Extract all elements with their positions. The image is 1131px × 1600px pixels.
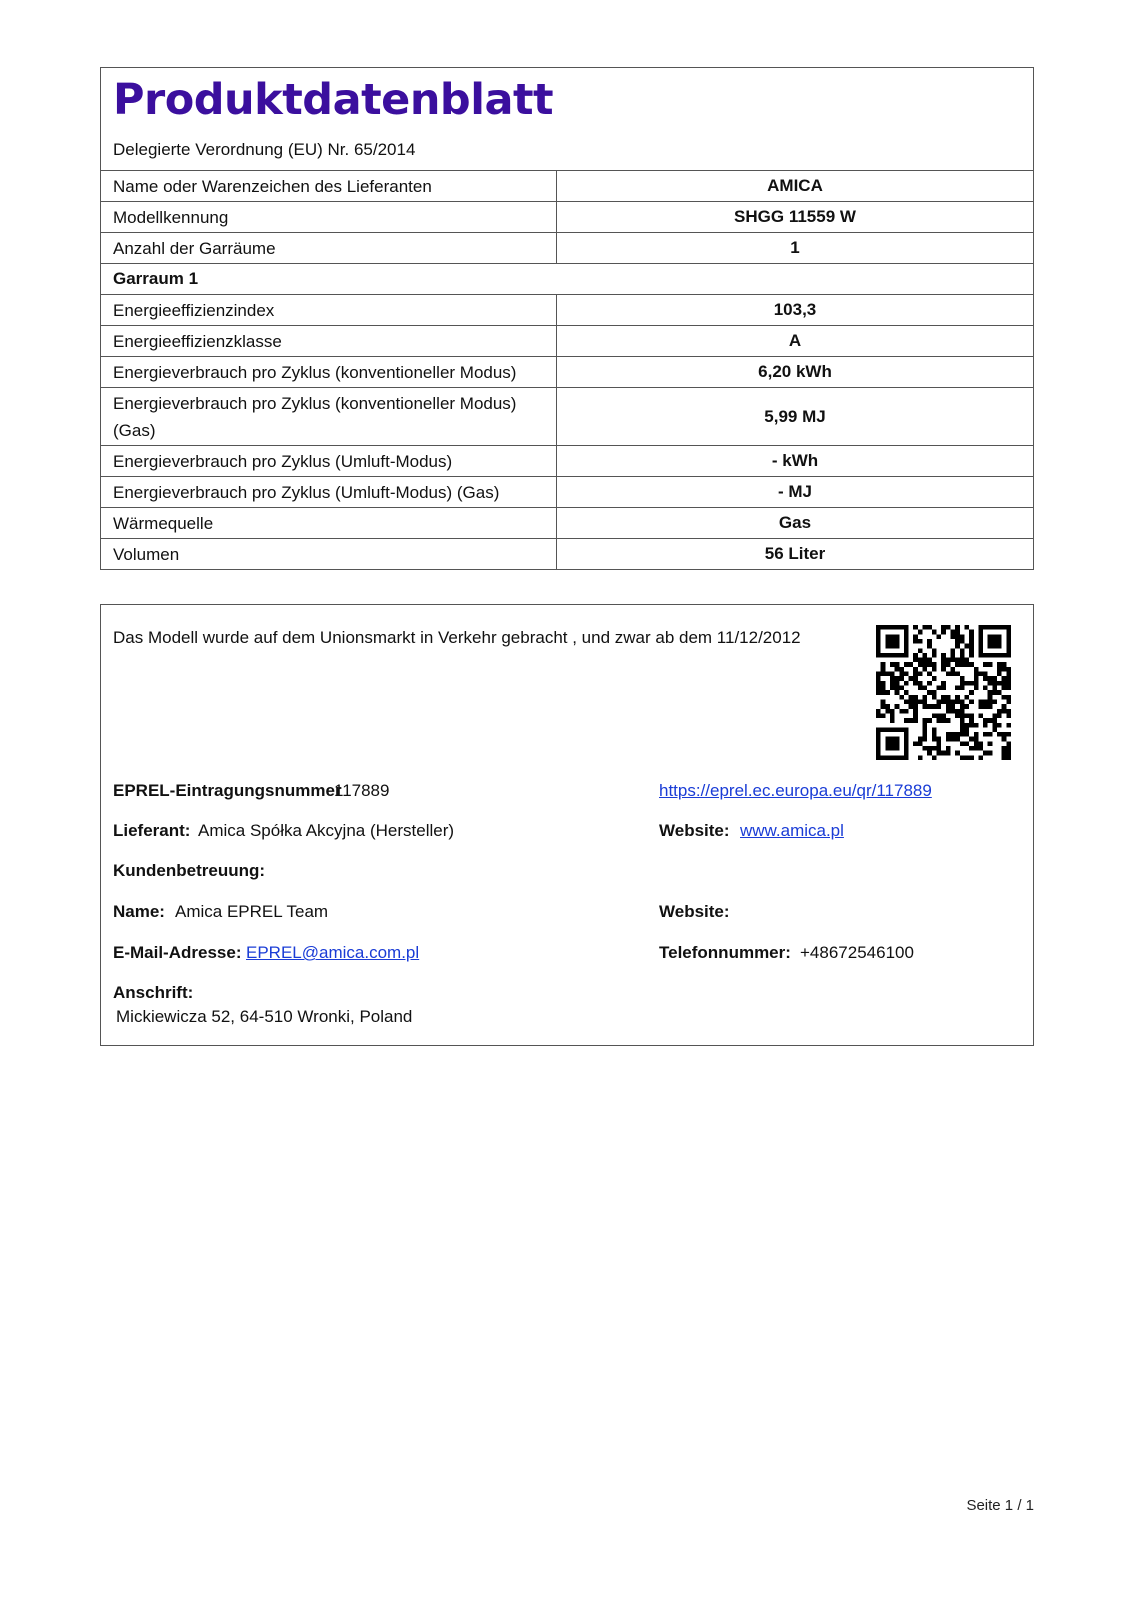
address-label: Anschrift: [113, 983, 194, 1002]
row-label: Energieverbrauch pro Zyklus (Umluft-Modus) [101, 446, 557, 477]
table-row [101, 357, 1033, 388]
page-title: Produktdatenblatt [113, 75, 554, 125]
market-text: Das Modell wurde auf dem Unionsmarkt in Verkehr gebracht , und zwar ab dem 11/12/2012 [113, 628, 801, 647]
table-row [101, 477, 1033, 508]
row-label [101, 388, 557, 446]
row-label: Wärmequelle [101, 508, 557, 539]
row-label: Modellkennung [101, 202, 557, 233]
row-label: Energieeffizienzklasse [101, 326, 557, 357]
row-value: 103,3 [557, 295, 1034, 326]
row-value: 5,99 MJ [557, 388, 1034, 446]
phone-value: +48672546100 [800, 943, 914, 962]
website-link[interactable]: www.amica.pl [740, 821, 844, 840]
row-label-line: Energieverbrauch pro Zyklus (konventioneller Modus) [113, 393, 517, 413]
supplier-label: Lieferant: [113, 821, 191, 840]
row-label: Energieverbrauch pro Zyklus (konventioneller Modus) [101, 357, 557, 388]
row-value: - MJ [557, 477, 1034, 508]
row-value: - kWh [557, 446, 1034, 477]
table-section-row [101, 264, 1033, 295]
row-value: 56 Liter [557, 539, 1034, 570]
table-row [101, 388, 1033, 446]
row-label: Name oder Warenzeichen des Lieferanten [101, 171, 557, 202]
website-label: Website: [659, 821, 730, 840]
supplier-value: Amica Spółka Akcyjna (Hersteller) [198, 821, 455, 840]
row-label: Energieeffizienzindex [101, 295, 557, 326]
table-row [101, 326, 1033, 357]
row-label: Anzahl der Garräume [101, 233, 557, 264]
table-row [101, 508, 1033, 539]
page-number: Seite 1 / 1 [966, 1497, 1034, 1514]
cavity-section-title: Garraum 1 [101, 264, 1033, 295]
row-value: A [557, 326, 1034, 357]
table-row [101, 446, 1033, 477]
regulation-text: Delegierte Verordnung (EU) Nr. 65/2014 [113, 140, 416, 159]
info-box [100, 604, 1034, 1046]
row-value: SHGG 11559 W [557, 202, 1034, 233]
name-value: Amica EPREL Team [175, 902, 329, 921]
email-link[interactable]: EPREL@amica.com.pl [246, 943, 420, 962]
customer-service-label: Kundenbetreuung: [113, 861, 266, 880]
row-label-line: (Gas) [113, 420, 156, 440]
table-row [101, 233, 1033, 264]
row-value: 1 [557, 233, 1034, 264]
address-value: Mickiewicza 52, 64-510 Wronki, Poland [116, 1007, 413, 1026]
email-label: E-Mail-Adresse: [113, 943, 242, 962]
row-value: 6,20 kWh [557, 357, 1034, 388]
row-value: AMICA [767, 176, 823, 195]
spec-table [101, 171, 1033, 569]
table-row [101, 202, 1033, 233]
table-row [101, 539, 1033, 570]
table-row [101, 295, 1033, 326]
row-value: Gas [557, 508, 1034, 539]
qr-code-icon [876, 625, 1011, 760]
product-data-sheet [100, 67, 1034, 570]
website2-label: Website: [659, 902, 730, 921]
eprel-link[interactable]: https://eprel.ec.europa.eu/qr/117889 [659, 781, 932, 800]
row-label: Volumen [101, 539, 557, 570]
row-label: Energieverbrauch pro Zyklus (Umluft-Modus) (Gas) [101, 477, 557, 508]
sheet-header [101, 68, 1033, 171]
eprel-label: EPREL-Eintragungsnummer [113, 781, 342, 800]
eprel-number: 117889 [334, 781, 390, 800]
phone-label: Telefonnummer: [659, 943, 791, 962]
table-row [101, 171, 1033, 202]
name-label: Name: [113, 902, 165, 921]
